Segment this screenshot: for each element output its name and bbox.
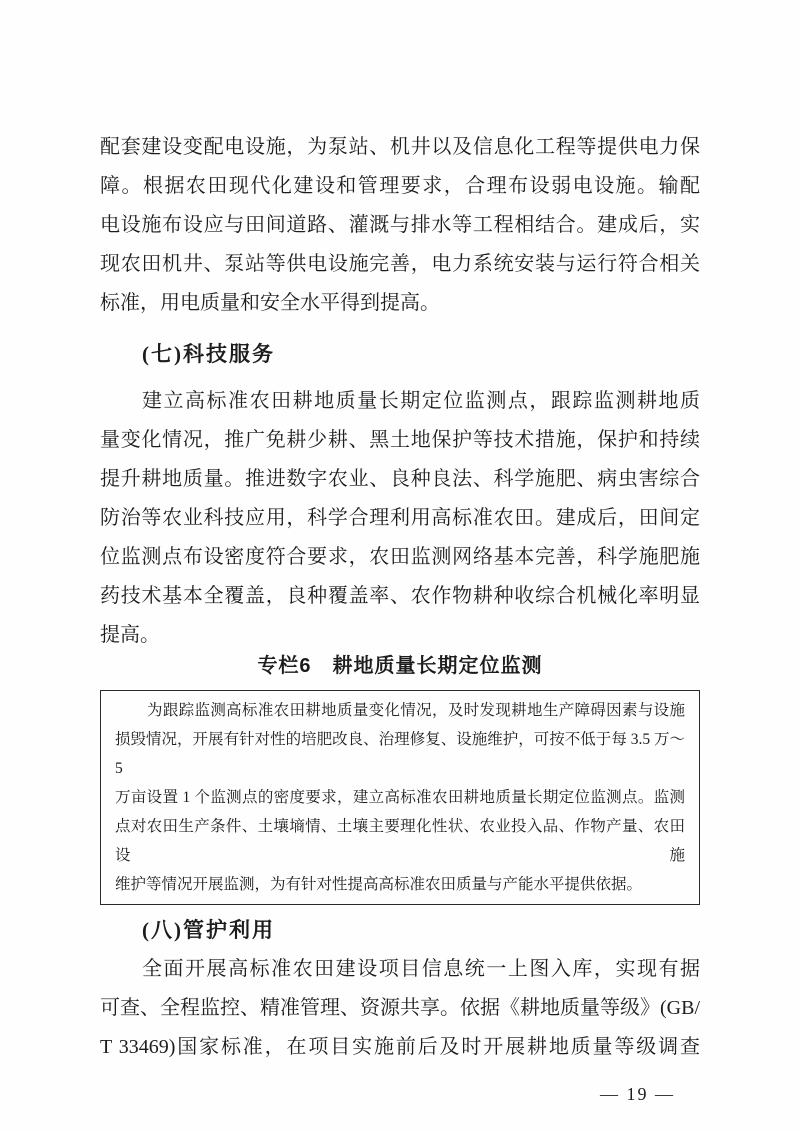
text-line: 点对农田生产条件、土壤墒情、土壤主要理化性状、农业投入品、作物产量、农田设施 bbox=[115, 818, 685, 864]
callout-box-title: 专栏6 耕地质量长期定位监测 bbox=[257, 655, 543, 677]
paragraph-power-facilities bbox=[100, 128, 700, 323]
text-line: 提升耕地质量。推进数字农业、良种良法、科学施肥、病虫害综合 bbox=[100, 468, 700, 490]
text-line: 标准，用电质量和安全水平得到提高。 bbox=[100, 292, 440, 314]
text-line: 电设施布设应与田间道路、灌溉与排水等工程相结合。建成后，实 bbox=[100, 214, 700, 236]
text-line: 药技术基本全覆盖，良种覆盖率、农作物耕种收综合机械化率明显 bbox=[100, 585, 700, 607]
text-line: 建立高标准农田耕地质量长期定位监测点，跟踪监测耕地质 bbox=[142, 390, 700, 412]
page-number: — 19 — bbox=[600, 1084, 675, 1104]
text-line: 现农田机井、泵站等供电设施完善，电力系统安装与运行符合相关 bbox=[100, 253, 700, 275]
text-line: 提高。 bbox=[100, 624, 160, 646]
paragraph-science-services bbox=[100, 382, 700, 655]
text-line: 量变化情况，推广免耕少耕、黑土地保护等技术措施，保护和持续 bbox=[100, 429, 700, 451]
text-line: 为跟踪监测高标准农田耕地质量变化情况，及时发现耕地生产障碍因素与设施 bbox=[147, 702, 685, 719]
text-line: 损毁情况，开展有针对性的培肥改良、治理修复、设施维护，可按不低于每 3.5 万～5 bbox=[115, 731, 685, 777]
text-line: 全面开展高标准农田建设项目信息统一上图入库，实现有据 bbox=[142, 958, 700, 980]
text-line: 配套建设变配电设施，为泵站、机井以及信息化工程等提供电力保 bbox=[100, 136, 700, 158]
text-line: 防治等农业科技应用，科学合理利用高标准农田。建成后，田间定 bbox=[100, 507, 700, 529]
text-line: T 33469)国家标准，在项目实施前后及时开展耕地质量等级调查 bbox=[100, 1036, 700, 1058]
text-line: 障。根据农田现代化建设和管理要求，合理布设弱电设施。输配 bbox=[100, 175, 700, 197]
text-line: 位监测点布设密度符合要求，农田监测网络基本完善，科学施肥施 bbox=[100, 546, 700, 568]
section-heading-management-use: (八)管护利用 bbox=[142, 918, 275, 942]
text-line: 万亩设置 1 个监测点的密度要求，建立高标准农田耕地质量长期定位监测点。监测 bbox=[115, 789, 685, 806]
paragraph-management-use bbox=[100, 950, 700, 1067]
text-line: 可查、全程监控、精准管理、资源共享。依据《耕地质量等级》(GB/ bbox=[100, 997, 700, 1019]
callout-box bbox=[100, 690, 700, 905]
section-heading-science-services: (七)科技服务 bbox=[142, 342, 275, 366]
text-line: 维护等情况开展监测，为有针对性提高高标准农田质量与产能水平提供依据。 bbox=[115, 876, 643, 893]
